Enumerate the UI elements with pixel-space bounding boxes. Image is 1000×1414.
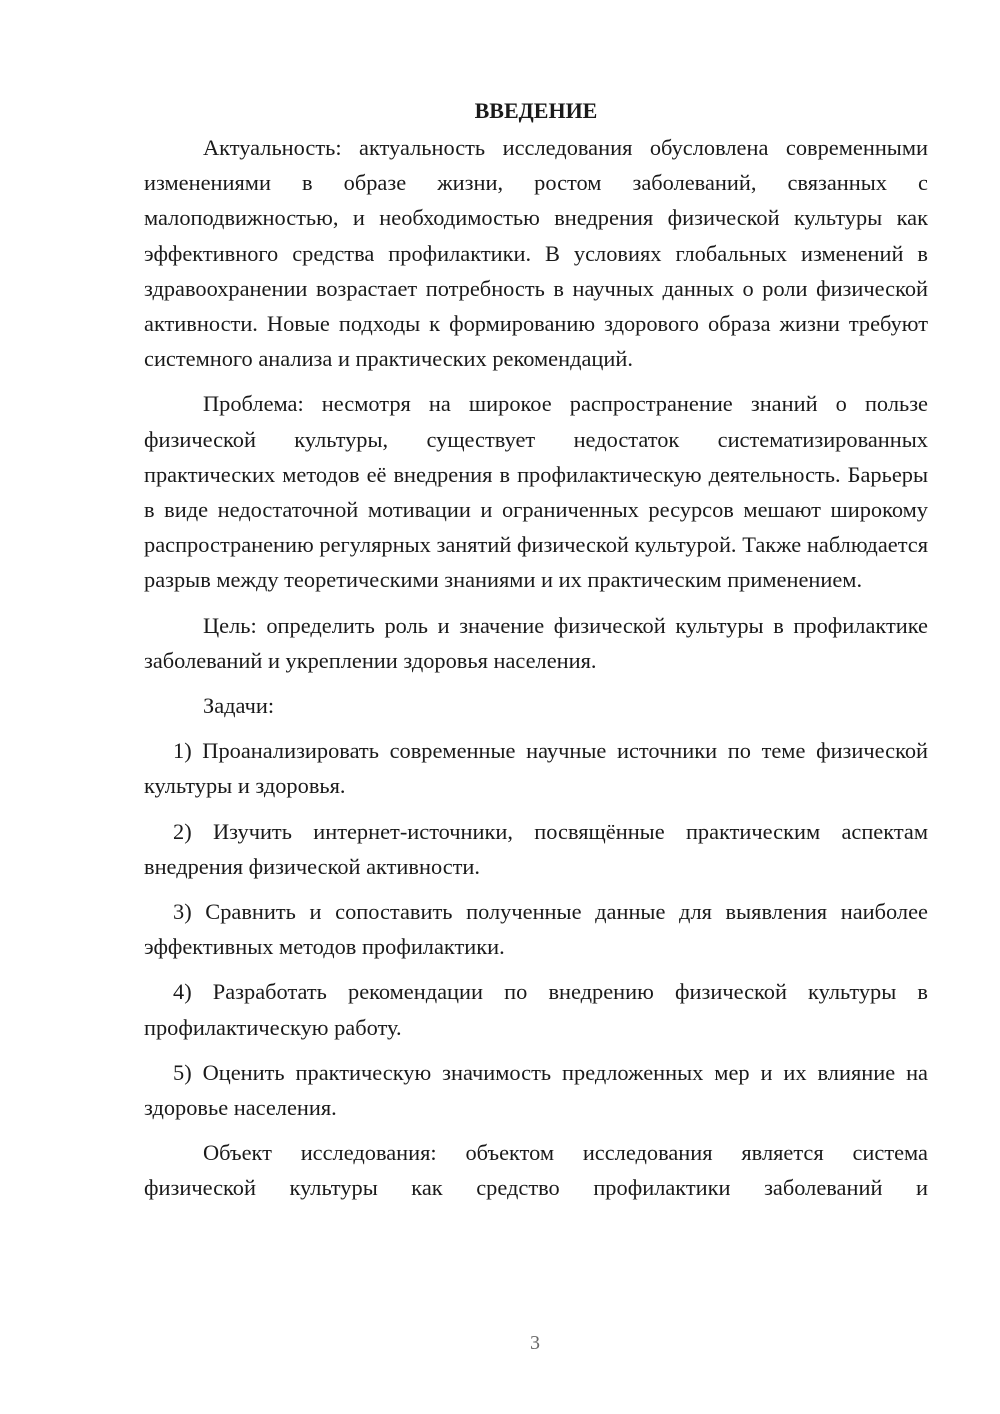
- task-item-1: 1) Проанализировать современные научные источники по теме физической культуры и здоровья.: [144, 738, 928, 799]
- paragraph-goal: Цель: определить роль и значение физической культуры в профилактике заболеваний и укреплении здоровья населения.: [144, 612, 928, 673]
- task-item-5: 5) Оценить практическую значимость предложенных мер и их влияние на здоровье населения.: [144, 1059, 928, 1121]
- page-title: ВВЕДЕНИЕ: [474, 98, 598, 123]
- page-number: 3: [530, 1332, 540, 1354]
- paragraph-object: Объект исследования: объектом исследования является система физической культуры как средство профилактики заболеваний и: [144, 1140, 928, 1201]
- page-content: [144, 93, 928, 1216]
- task-item-2: 2) Изучить интернет-источники, посвящённые практическим аспектам внедрения физической активности.: [144, 818, 928, 879]
- paragraph-problem: Проблема: несмотря на широкое распространение знаний о пользе физической культуры, существует недостаток систематизированных практических методов её внедрения в профилактическую деятельность. Барьеры в виде недостаточной мотивации и ограниченных ресурсов мешают широкому распространению регулярных занятий физической культурой. Также наблюдается разрыв между теоретическими знаниями и их практическим применением.: [144, 391, 928, 593]
- tasks-title: Задачи:: [203, 693, 275, 719]
- task-item-3: 3) Сравнить и сопоставить полученные данные для выявления наиболее эффективных методов профилактики.: [144, 899, 928, 960]
- task-item-4: 4) Разработать рекомендации по внедрению физической культуры в профилактическую работу.: [144, 979, 928, 1040]
- paragraph-relevance: Актуальность: актуальность исследования обусловлена современными изменениями в образе жизни, ростом заболеваний, связанных с малоподвижностью, и необходимостью внедрения физической культуры как эффективного средства профилактики. В условиях глобальных изменений в здравоохранении возрастает потребность в научных данных о роли физической активности. Новые подходы к формированию здорового образа жизни требуют системного анализа и практических рекомендаций.: [144, 135, 928, 372]
